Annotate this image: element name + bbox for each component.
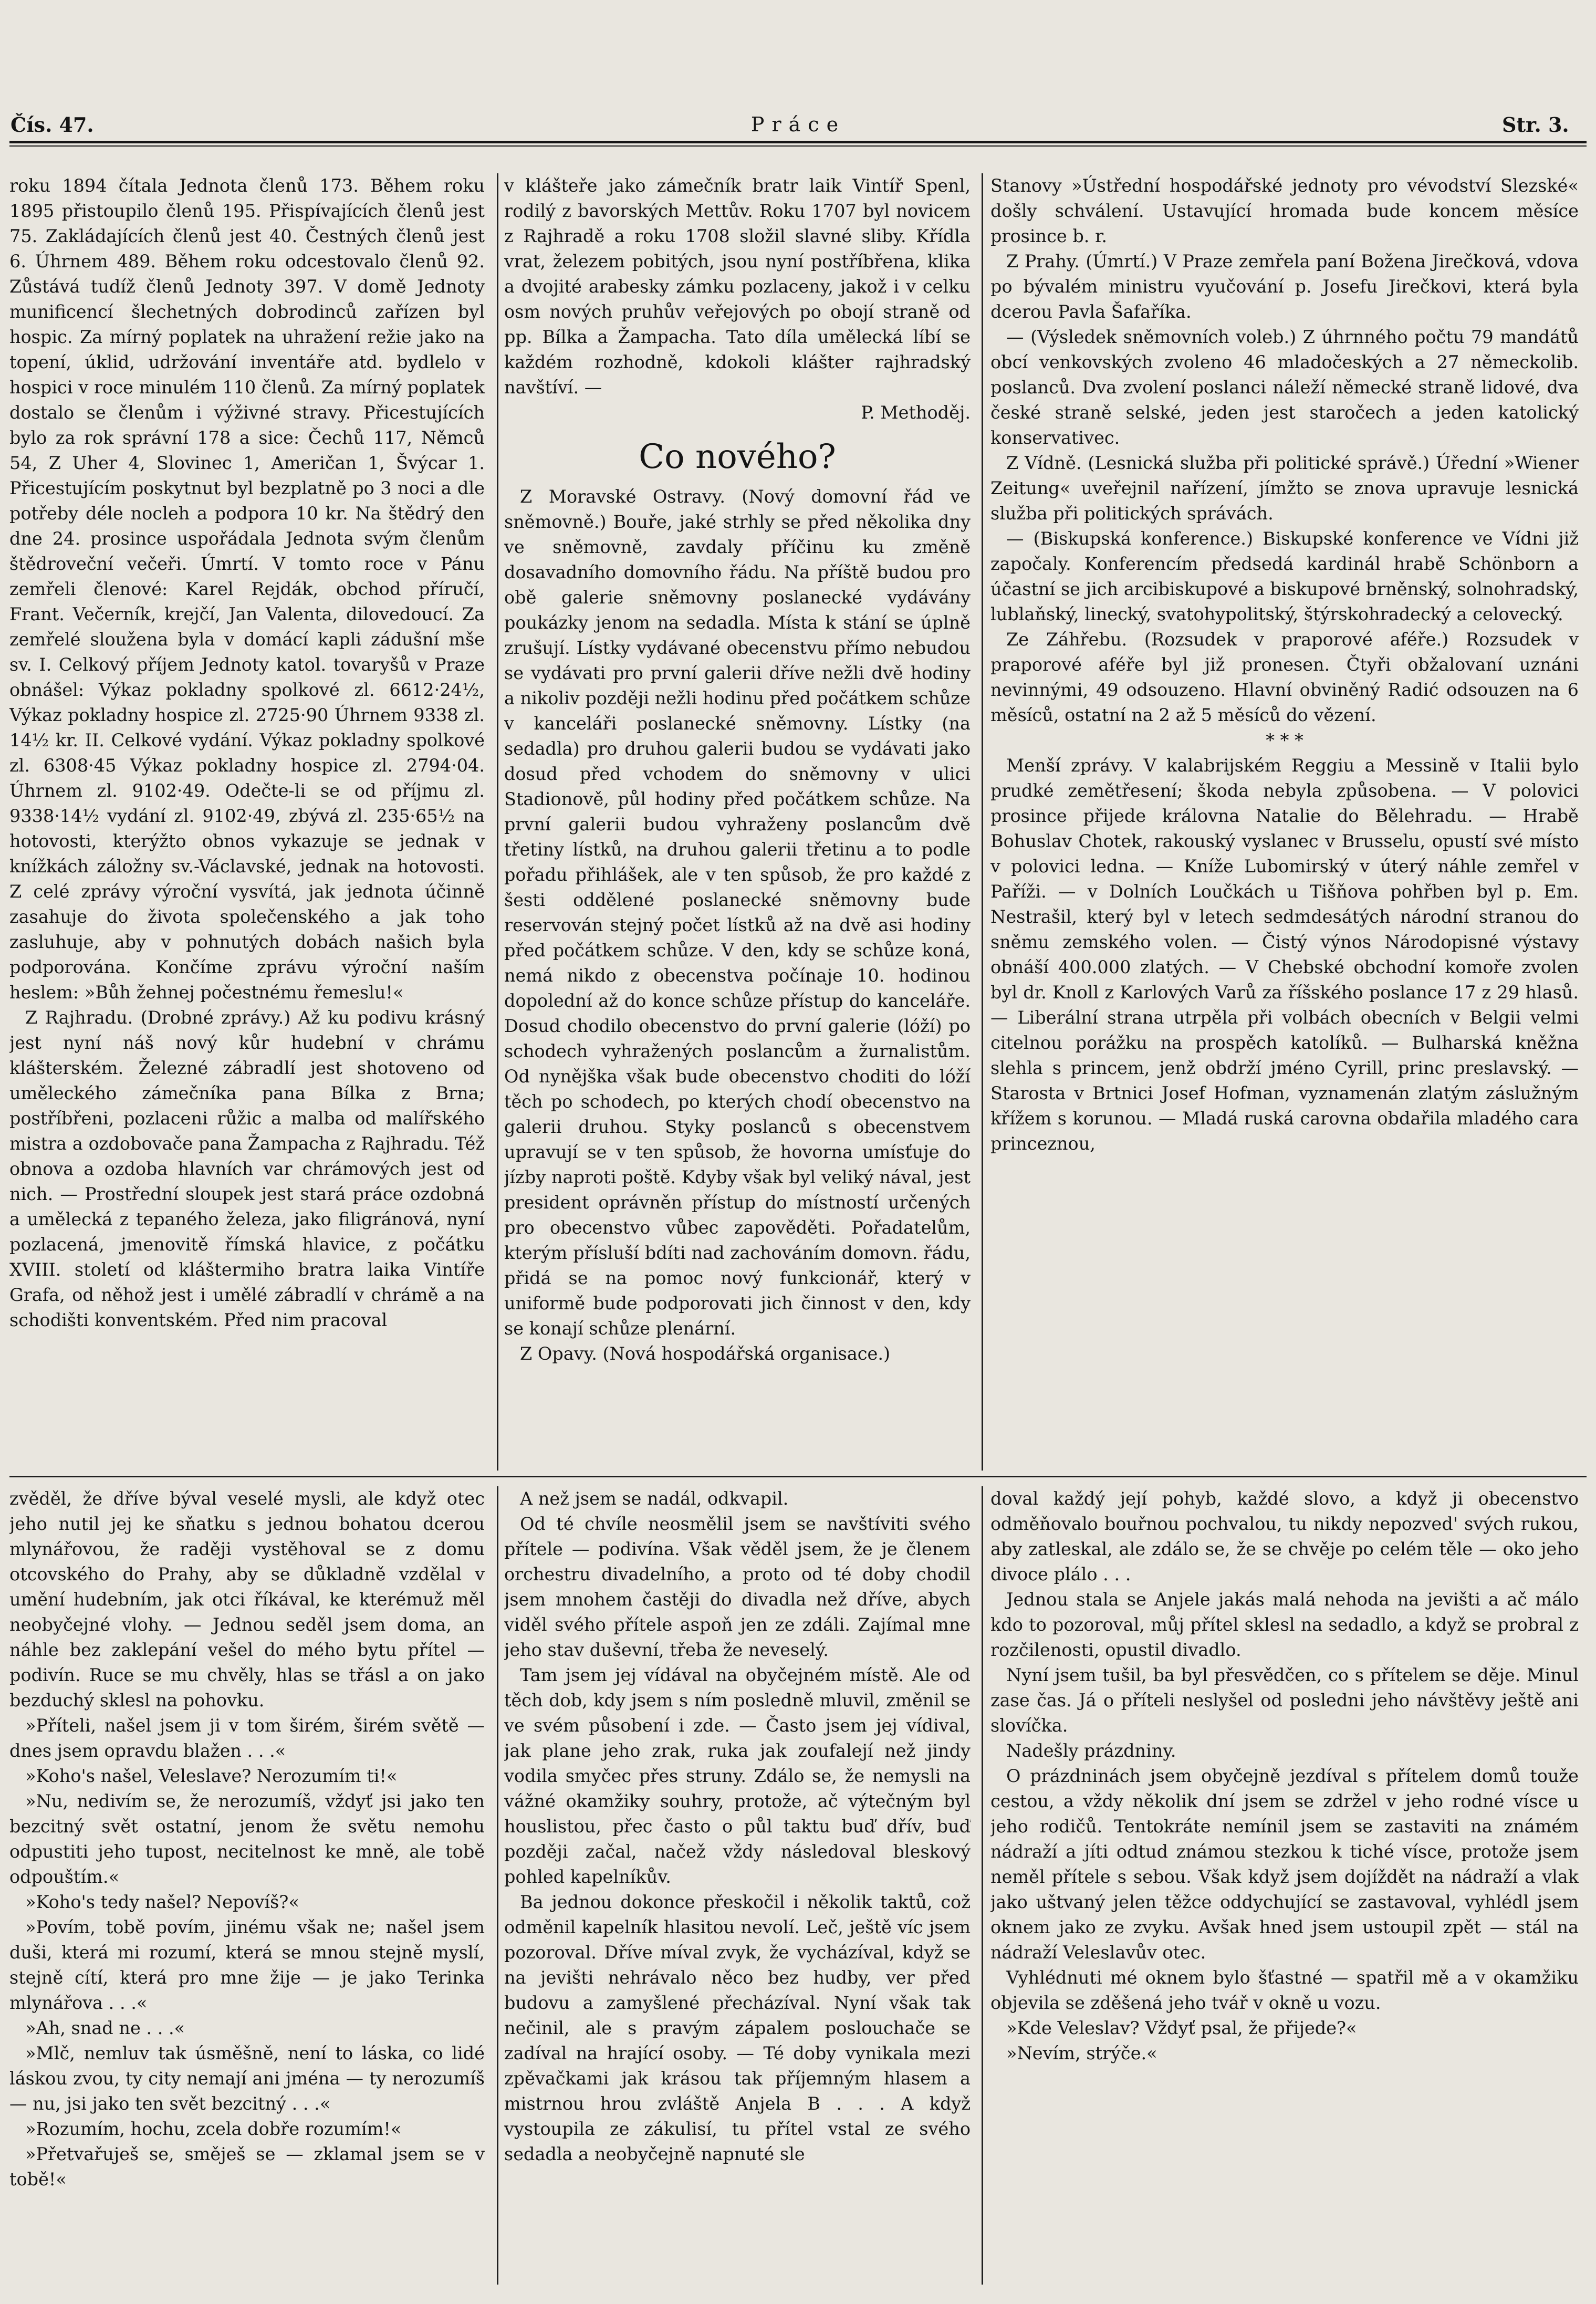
masthead-title: Práce <box>750 113 846 136</box>
section-heading-co-noveho: Co nového? <box>639 437 836 476</box>
column-divider-right <box>982 173 983 1471</box>
feuilleton-dialogue: »Koho's tedy našel? Nepovíš?« <box>25 1892 299 1912</box>
rajhrad-continuation-text: v klášteře jako zámečník bratr laik Vintíř Spenl, rodilý z bavorských Mettův. Roku 1707 byl novicem z Rajhradě a roku 1708 složil slavné sliby. Křídla vrat, železem pobitých, jsou nyní postříbřena, klika a dvojité arabesky zámku pozlaceny, jakož i v celku osm nových pruhův veřejových po obojí straně od pp. Bílka a Žampacha. Tato díla umělecká líbí se každém rozhodně, kdokoli klášter rajhradský navštíví. — <box>504 175 971 398</box>
news-opava-text: Stanovy »Ústřední hospodářské jednoty pro vévodství Slezské« došly schválení. Ustavující hromada bude koncem měsíce prosince b. r. <box>990 175 1579 246</box>
news-rajhrad-text: Z Rajhradu. (Drobné zprávy.) Až ku podivu krásný jest nyní náš nový kůr hudební v chrámu klášterském. Železné zábradlí jest shotoveno od uměleckého zámečníka pana Bílka z Brna; postříbřeni, pozlaceni růžic a malba od malířského mistra a ozdobovače pana Žampacha z Rajhradu. Též obnova a ozdoba hlavních var chrámových jest od nich. — Prostřední sloupek jest stará práce ozdobná a umělecká z tepaného železa, jako filigránová, nyní pozlacená, jmenovitě římská hlavice, z počátku XVIII. století od kláštermiho bratra laika Vintíře Grafa, od něhož jest i umělé zábradlí v chrámě a na schodišti konventském. Před nim pracoval <box>9 1007 485 1330</box>
feuilleton-dialogue: »Ah, snad ne . . .« <box>25 2018 185 2038</box>
news-opava-heading: Z Opavy. (Nová hospodářská organisace.) <box>520 1343 891 1364</box>
feuilleton-paragraph: Ba jednou dokonce přeskočil i několik taktů, což odměnil kapelník hlasitou nevolí. Leč, ještě víc jsem pozoroval. Dříve míval zvyk, že vycházíval, když se na jevišti nehrávalo něco bez hudby, ver před budovu a zamyšlené přecházíval. Nyní však tak nečinil, ale s pravým zápalem poslouchače se zadíval na hrající osoby. — Té doby vynikala mezi zpěvačkami jak krásou tak příjemným hlasem a mistrnou hrou zvláště Anjela B . . . A když vystoupila ze zákulisí, tu přítel vstal ze svého sedadla a neobyčejně napnuté sle <box>504 1892 971 2164</box>
feuilleton-paragraph: doval každý její pohyb, každé slovo, a když ji obecenstvo odměňovalo bouřnou pochvalou, tu nikdy nepozved' svých rukou, aby zatleskal, ale zdálo se, že se chvěje po celém těle — oko jeho divoce plálo . . . <box>990 1488 1579 1584</box>
author-signature: P. Methoděj. <box>861 402 971 423</box>
report-jednota-text: roku 1894 čítala Jednota členů 173. Během roku 1895 přistoupilo členů 195. Přispívajících členů jest 75. Zakládajících členů jest 40. Čestných členů jest 6. Úhrnem 489. Během roku odcestovalo členů 92. Zůstává tudíž členů Jednoty 397. V domě Jednoty munificencí šlechetných dobrodinců zařízen byl hospic. Za mírný poplatek na uhražení režie jako na topení, úklid, udržování inventáře atd. bydlelo v hospici v roce minulém 110 členů. Za mírný poplatek dostalo se členům i výživné stravy. Přicestujících bylo za rok správní 178 a sice: Čechů 117, Němců 54, Z Uher 4, Slovinec 1, Američan 1, Švýcar 1. Přicestujícím poskytnut byl bezplatně po 3 noci a dle potřeby déle nocleh a podpora 10 kr. Na štědrý den dne 24. prosince uspořádala Jednota svým členům štědroveční večeři. Úmrtí. V tomto roce v Pánu zemřeli členové: Karel Rejdák, obchod příručí, Frant. Večerník, krejčí, Jan Valenta, dilovedoucí. Za zemřelé sloužena byla v domácí kapli zádušní mše sv. I. Celkový příjem Jednoty katol. tovaryšů v Praze obnášel: Výkaz pokladny spolkové zl. 6612·24½, Výkaz pokladny hospice zl. 2725·90 Úhrnem 9338 zl. 14½ kr. II. Celkové vydání. Výkaz pokladny spolkové zl. 6308·45 Výkaz pokladny hospice zl. 2794·04. Úhrnem zl. 9102·49. Odečte-li se od příjmu zl. 9338·14½ vydání zl. 9102·49, zbývá zl. 235·65½ na hotovosti, kterýžto obnos vykazuje se jednak v knížkách záložny sv.-Václavské, jednak na hotovosti. Z celé zprávy výroční vysvítá, jak jednota účinně zasahuje do života společenského a jak toho zasluhuje, aby v pohnutých dobách našich byla podporována. Končíme zprávu výroční naším heslem: »Bůh žehnej počestnému řemeslu!« <box>9 175 485 1003</box>
feuilleton-paragraph: Nadešly prázdniny. <box>1006 1740 1176 1761</box>
feuilleton-dialogue: »Povím, tobě povím, jinému však ne; našel jsem duši, která mi rozumí, která se mnou stejně myslí, stejně cítí, která pro mne žije — je jako Terinka mlynářova . . .« <box>9 1917 485 2013</box>
news-konference-text: — (Biskupská konference.) Biskupské konference ve Vídni již započaly. Konferencím předsedá kardinál hrabě Schönborn a účastní se jich arcibiskupové a biskupové brněnský, solnohradský, lublaňský, linecký, svatohypolitský, štýrskohradecký a celovecký. <box>990 528 1579 624</box>
feuilleton-paragraph: Tam jsem jej vídával na obyčejném místě. Ale od těch dob, kdy jsem s ním posledně mluvil, změnil se ve svém působení i zde. — Často jsem jej vídival, jak plane jeho zrak, ruka jak zoufalejí než jindy vodila smyčec přes struny. Zdálo se, že nemysli na vážné okamžiky souhry, protože, ač výtečným byl houslistou, přec často o půl taktu buď dřív, buď později začal, načež vždy následoval bleskový pohled kapelníkův. <box>504 1665 971 1887</box>
column-divider-left <box>497 173 498 1471</box>
feuilleton-column-1 <box>9 1486 485 2285</box>
news-volby-text: — (Výsledek sněmovních voleb.) Z úhrnného počtu 79 mandátů obcí venkovských zvoleno 46 mladočeských a 27 německolib. poslanců. Dva zvolení poslanci náleží německé straně lidové, dva české straně selské, jeden jest staročech a jeden katolický konservativec. <box>990 327 1579 448</box>
feuilleton-dialogue: »Nevím, strýče.« <box>1006 2043 1157 2063</box>
feuilleton-dialogue: »Kde Veleslav? Vždyť psal, že přijede?« <box>1006 2018 1357 2038</box>
feuilleton-dialogue: »Příteli, našel jsem ji v tom širém, širém světě — dnes jsem opravdu blažen . . .« <box>9 1715 485 1761</box>
feuilleton-dialogue: »Přetvařuješ se, směješ se — zklamal jsem se v tobě!« <box>9 2144 485 2190</box>
header-rule <box>9 141 1587 143</box>
news-praha-text: Z Prahy. (Úmrtí.) V Praze zemřela paní Božena Jirečková, vdova po bývalém ministru vyučování p. Josefu Jirečkovi, která byla dcerou Pavla Šafaříka. <box>990 251 1579 322</box>
feuilleton-column-3 <box>990 1486 1579 2285</box>
separator-stars: * * * <box>1266 730 1303 750</box>
feuilleton-paragraph: Jednou stala se Anjele jakás malá nehoda na jevišti a ač málo kdo to pozoroval, můj přítel sklesl na sedadlo, a když se probral z rozčilenosti, opustil divadlo. <box>990 1589 1579 1660</box>
column-1-top <box>9 173 485 1471</box>
issue-number: Čís. 47. <box>11 113 94 137</box>
feuilleton-dialogue: »Mlč, nemluv tak úsměšně, není to láska, co lidé láskou zvou, ty city nemají ani jména — ty nerozumíš — nu, jsi jako ten svět bezcitný . . .« <box>9 2043 485 2114</box>
column-2-top <box>504 173 971 1471</box>
feuilleton-paragraph: A než jsem se nadál, odkvapil. <box>520 1488 789 1509</box>
feuilleton-paragraph: O prázdninách jsem obyčejně jezdíval s přítelem domů touže cestou, a vždy několik dní jsem se zdržel v jeho rodné vísce u jeho rodičů. Tentokráte nemínil jsem se zastaviti na známém nádraží a jíti odtud známou stezkou k tiché vísce, protože jsem neměl přítele s sebou. Však když jsem dojíždět na nádraží a vlak jako uštvaný jelen těžce oddychující se zastavoval, vyhlédl jsem oknem jako ze zvyku. Avšak hned jsem ustoupil zpět — stál na nádraží Veleslavův otec. <box>990 1766 1579 1963</box>
page-number: Str. 3. <box>1502 113 1569 137</box>
feuilleton-dialogue: »Koho's našel, Veleslave? Nerozumím ti!« <box>25 1766 398 1786</box>
feuilleton-dialogue: »Rozumím, hochu, zcela dobře rozumím!« <box>25 2119 402 2139</box>
feuilleton-column-2 <box>504 1486 971 2285</box>
feuilleton-divider-left <box>497 1486 498 2285</box>
news-mensi-zpravy-text: Menší zprávy. V kalabrijském Reggiu a Messině v Italii bylo prudké zemětřesení; škoda nebyla způsobena. — V polovici prosince přijede královna Natalie do Bělehradu. — Hrabě Bohuslav Chotek, rakouský vyslanec v Brusselu, opustí své místo v polovici ledna. — Kníže Lubomirský v úterý náhle zemřel v Paříži. — v Dolních Loučkách u Tišňova pohřben byl p. Em. Nestrašil, který byl v letech sedmdesátých národní stranou do sněmu zemského volen. — Čistý výnos Národopisné výstavy obnáší 400.000 zlatých. — V Chebské obchodní komoře zvolen byl dr. Knoll z Karlových Varů za říšského poslance 17 z 29 hlasů. — Liberální strana utrpěla při volbách obecních v Belgii velmi citelnou porážku na prospěch katolíků. — Bulharská kněžna slehla s princem, jenž obdrží jméno Cyrill, princ preslavský. — Starosta v Brtnici Josef Hofman, vyznamenán zlatým záslužným křížem s korunou. — Mladá ruská carovna obdařila mladého cara princeznou, <box>990 755 1579 1154</box>
news-moravska-ostrava-text: Z Moravské Ostravy. (Nový domovní řád ve sněmovně.) Bouře, jaké strhly se před několika dny ve sněmovně, zavdaly příčinu ku změně dosavadního domovního řádu. Na příště budou pro obě galerie sněmovny poslanecké vydávány poukázky jenom na sedadla. Místa k stání se úplně zrušují. Lístky vydávané obecenstvu přímo nebudou se vydávati pro první galerii dříve nežli dvě hodiny a nikoliv později nežli hodinu před počátkem schůze v kanceláři poslanecké sněmovny. Lístky (na sedadla) pro druhou galerii budou se vydávati jako dosud před vchodem do sněmovny v ulici Stadionově, půl hodiny před počátkem schůze. Na první galerii budou vyhraženy poslancům dvě třetiny lístků, na druhou galerii třetinu a to podle pořadu přihlášek, ale v ten spůsob, že pro každé z šesti oddělené poslanecké sněmovny bude reservován stejný počet lístků až na dvě asi hodiny před počátkem schůze. V den, kdy se schůze koná, nemá nikdo z obecenstva počínaje 10. hodinou dopolední až do konce schůze přístup do kanceláře. Dosud chodilo obecenstvo do první galerie (lóží) po schodech vyhražených poslancům a žurnalistům. Od nynějška však bude obecenstvo choditi do lóží těch po schodech, po kterých chodí obecenstvo na galerii druhou. Styky poslanců s obecenstvem upravují se v ten spůsob, že hovorna umísťuje do jízby naproti poště. Kdyby však byl veliký nával, jest president oprávněn přístup do místností určených pro obecenstvo vůbec zapověděti. Pořadatelům, kterým přísluší bdíti nad zachováním domovn. řádu, přidá se na pomoc nový funkcionář, který v uniformě bude podporovati jich činnost v den, kdy se konají schůze plenární. <box>504 486 971 1339</box>
feuilleton-dialogue: »Nu, nedivím se, že nerozumíš, vždyť jsi jako ten bezcitný svět ostatní, jenom že světu nemohu odpustiti jeho tupost, necitelnost ke mně, ale tobě odpouštím.« <box>9 1791 485 1887</box>
news-zahreb-text: Ze Záhřebu. (Rozsudek v praporové aféře.) Rozsudek v praporové aféře byl již pronesen. Čtyři obžalovaní uznáni nevinnými, 49 odsouzeno. Hlavní obviněný Radić odsouzen na 6 měsíců, ostatní na 2 až 5 měsíců do vězení. <box>990 629 1579 725</box>
news-viden-text: Z Vídně. (Lesnická služba při politické správě.) Úřední »Wiener Zeitung« uveřejnil nařízení, jímžto se znova upravuje lesnická služba při politických správách. <box>990 453 1579 524</box>
feuilleton-paragraph: zvěděl, že dříve býval veselé mysli, ale když otec jeho nutil jej ke sňatku s jednou bohatou dcerou mlynářovou, že raději vystěhoval se z domu otcovského do Prahy, aby se důkladně vzdělal v umění hudebním, jak otci říkával, ke kterémuž měl neobyčejné vlohy. — Jednou seděl jsem doma, an náhle bez zaklepání vešel do mého bytu přítel — podivín. Ruce se mu chvěly, hlas se třásl a on jako bezduchý sklesl na pohovku. <box>9 1488 485 1711</box>
feuilleton-paragraph: Vyhlédnuti mé oknem bylo šťastné — spatřil mě a v okamžiku objevila se zděšená jeho tvář v okně u vozu. <box>990 1967 1579 2013</box>
header-rule-thin <box>9 145 1587 147</box>
feuilleton-rule <box>9 1476 1587 1477</box>
feuilleton-divider-right <box>982 1486 983 2285</box>
feuilleton-paragraph: Od té chvíle neosmělil jsem se navštíviti svého přítele — podivína. Však věděl jsem, že je členem orchestru divadelního, a proto od té doby chodil jsem mnohem častěji do divadla než dříve, abych viděl svého přítele aspoň jen ze zdáli. Zajímal mne jeho stav duševní, třeba že neveselý. <box>504 1514 971 1660</box>
feuilleton-paragraph: Nyní jsem tušil, ba byl přesvědčen, co s přítelem se děje. Minul zase čas. Já o příteli neslyšel od posledni jeho návštěvy ještě ani slovíčka. <box>990 1665 1579 1736</box>
column-3-top <box>990 173 1579 1471</box>
